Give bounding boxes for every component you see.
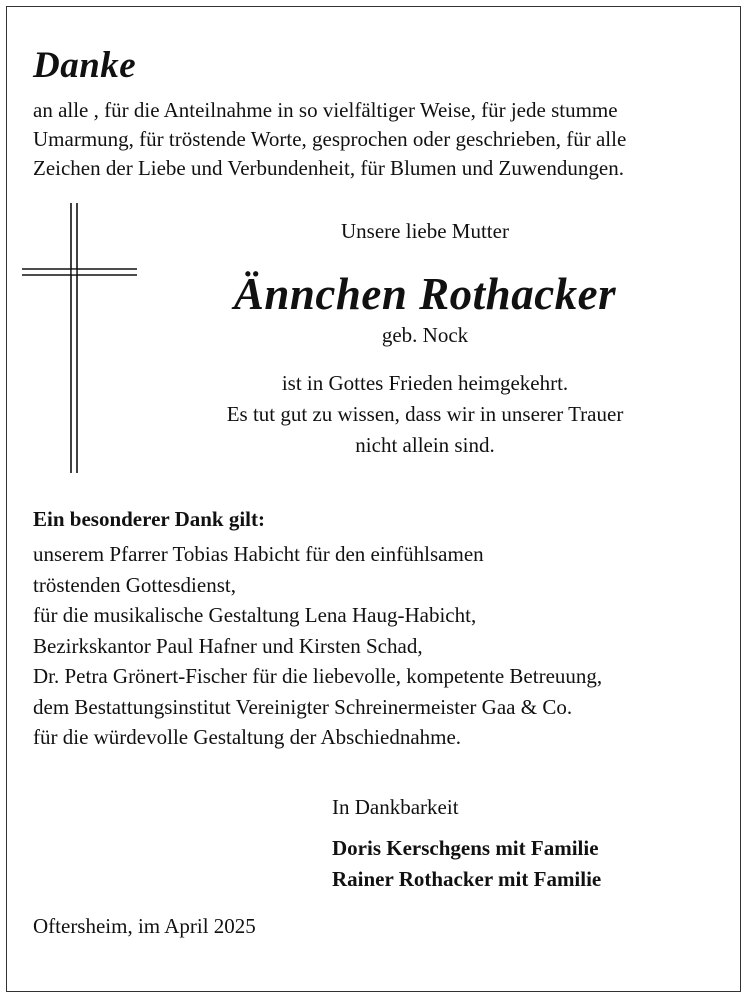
thanks-line: Dr. Petra Grönert-Fischer für die liebevolle, kompetente Betreuung,: [33, 664, 603, 688]
subtitle: Unsere liebe Mutter: [341, 219, 509, 243]
thanks-line: für die musikalische Gestaltung Lena Haug-Habicht,: [33, 603, 477, 627]
deceased-name: Ännchen Rothacker: [233, 269, 617, 319]
intro-text: an alle , für die Anteilnahme in so vielfältiger Weise, für jede stumme Umarmung, für tröstende Worte, gesprochen oder geschrieben, für alle Zeichen der Liebe und Verbundenheit, für Blumen und Zuwendungen.: [33, 98, 627, 180]
signatories: [332, 833, 601, 895]
memorial-message: ist in Gottes Frieden heimgekehrt. Es tut gut zu wissen, dass wir in unserer Trauer nicht allein sind.: [226, 371, 624, 457]
notice-heading: Danke: [33, 45, 137, 86]
thanks-line: für die würdevolle Gestaltung der Abschiednahme.: [33, 725, 462, 749]
thanks-list: [33, 539, 723, 753]
gratitude-line: In Dankbarkeit: [332, 795, 459, 819]
thanks-line: dem Bestattungsinstitut Vereinigter Schreinermeister Gaa & Co.: [33, 694, 573, 719]
thanks-line: tröstenden Gottesdienst,: [33, 572, 236, 597]
thanks-line: unserem Pfarrer Tobias Habicht für den einfühlsamen: [33, 542, 484, 566]
place-date: Oftersheim, im April 2025: [33, 914, 256, 938]
thanks-line: Bezirkskantor Paul Hafner und Kirsten Schad,: [33, 633, 423, 658]
signatory-name: Rainer Rothacker mit Familie: [332, 867, 602, 891]
signatory-name: Doris Kerschgens mit Familie: [332, 836, 599, 860]
maiden-name: geb. Nock: [381, 323, 469, 347]
thanks-title: Ein besonderer Dank gilt:: [33, 507, 266, 531]
